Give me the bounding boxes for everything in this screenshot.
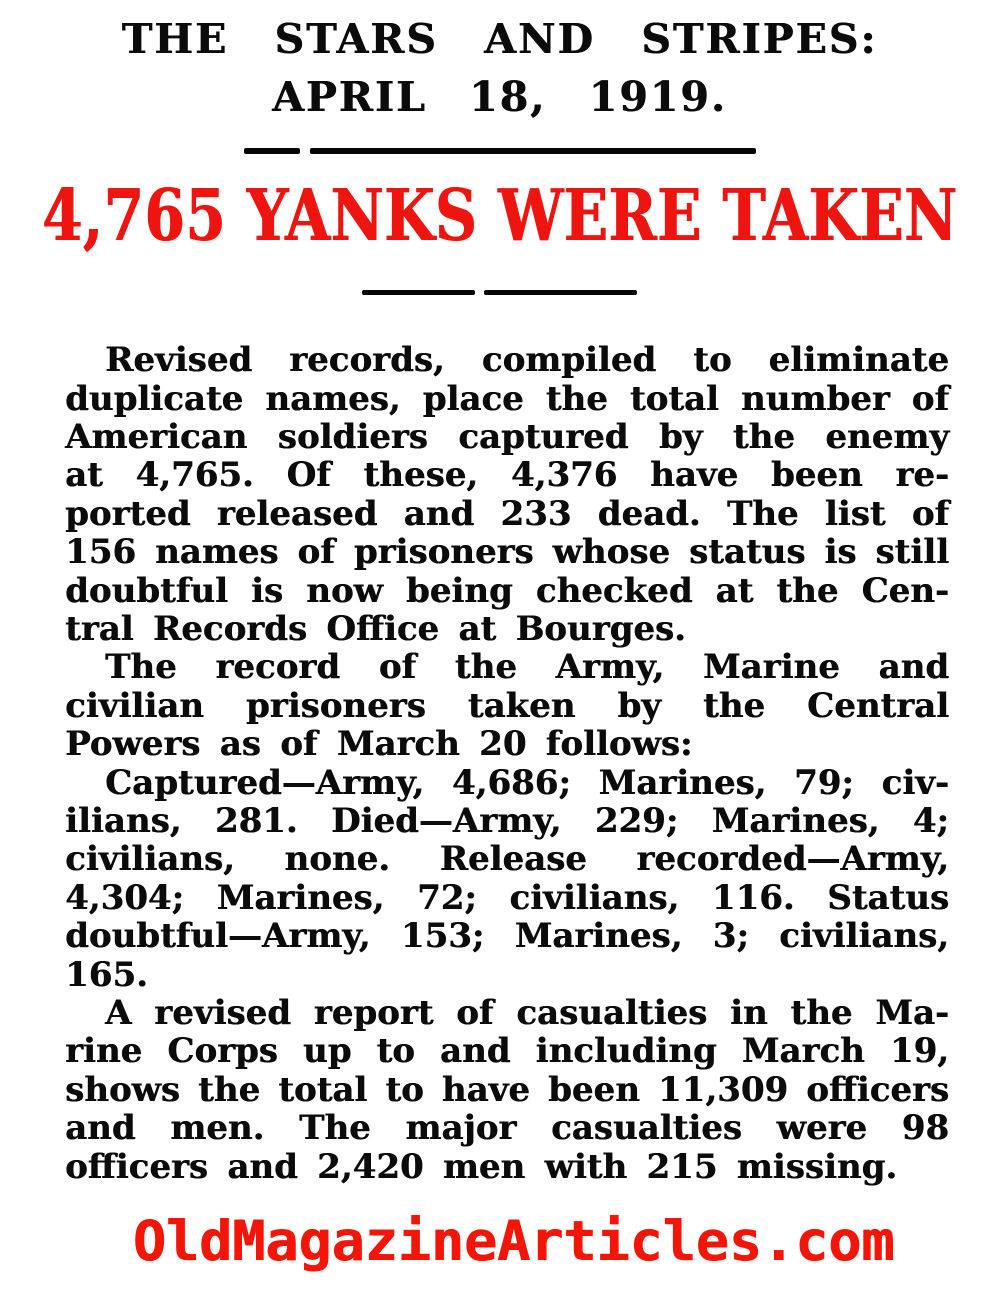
divider-rule-top [0, 148, 999, 154]
rule-dash-short [244, 148, 300, 154]
article-line: rine Corps up to and including March 19, [65, 1031, 949, 1072]
article-line: tral Records Office at Bourges. [65, 608, 686, 649]
rule-dash-right [484, 290, 637, 295]
watermark-text: OldMagazineArticles.com [132, 1209, 895, 1274]
article-line: A revised report of casualties in the Ma- [105, 993, 949, 1033]
article-line: shows the total to have been 11,309 officers [65, 1069, 949, 1110]
article-line: 165. [65, 954, 148, 995]
masthead-issue-date: APRIL 18, 1919. [272, 73, 727, 122]
article-line: Revised records, compiled to eliminate [105, 340, 949, 381]
masthead-publication-title: THE STARS AND STRIPES: [121, 15, 878, 63]
article-line: The record of the Army, Marine and [105, 647, 949, 688]
masthead [0, 0, 999, 122]
article-line: civilians, none. Release recorded—Army, [65, 839, 949, 880]
article-line: duplicate names, place the total number of [65, 378, 949, 419]
article-line: 4,304; Marines, 72; civilians, 116. Status [65, 877, 949, 918]
article-line: and men. The major casualties were 98 [65, 1108, 949, 1149]
article-line: Captured—Army, 4,686; Marines, 79; civ- [105, 762, 949, 803]
article-line: ilians, 281. Died—Army, 229; Marines, 4; [65, 800, 949, 841]
article-body [65, 341, 949, 1186]
article-line: 156 names of prisoners whose status is still [65, 532, 949, 573]
article-line: doubtful—Army, 153; Marines, 3; civilians, [65, 916, 949, 957]
rule-dash-left [362, 290, 475, 295]
article-line: officers and 2,420 men with 215 missing. [65, 1146, 898, 1187]
article-line: civilian prisoners taken by the Central [65, 685, 949, 726]
article-headline: 4,765 YANKS WERE TAKEN [41, 174, 958, 258]
article-line: Powers as of March 20 follows: [65, 724, 693, 765]
article-line: ported released and 233 dead. The list of [65, 493, 949, 534]
article-line: doubtful is now being checked at the Cen- [65, 570, 949, 611]
article-line: at 4,765. Of these, 4,376 have been re- [65, 455, 949, 496]
article-line: American soldiers captured by the enemy [65, 416, 949, 457]
rule-dash-long [310, 148, 756, 154]
divider-rule-bottom [0, 290, 999, 295]
